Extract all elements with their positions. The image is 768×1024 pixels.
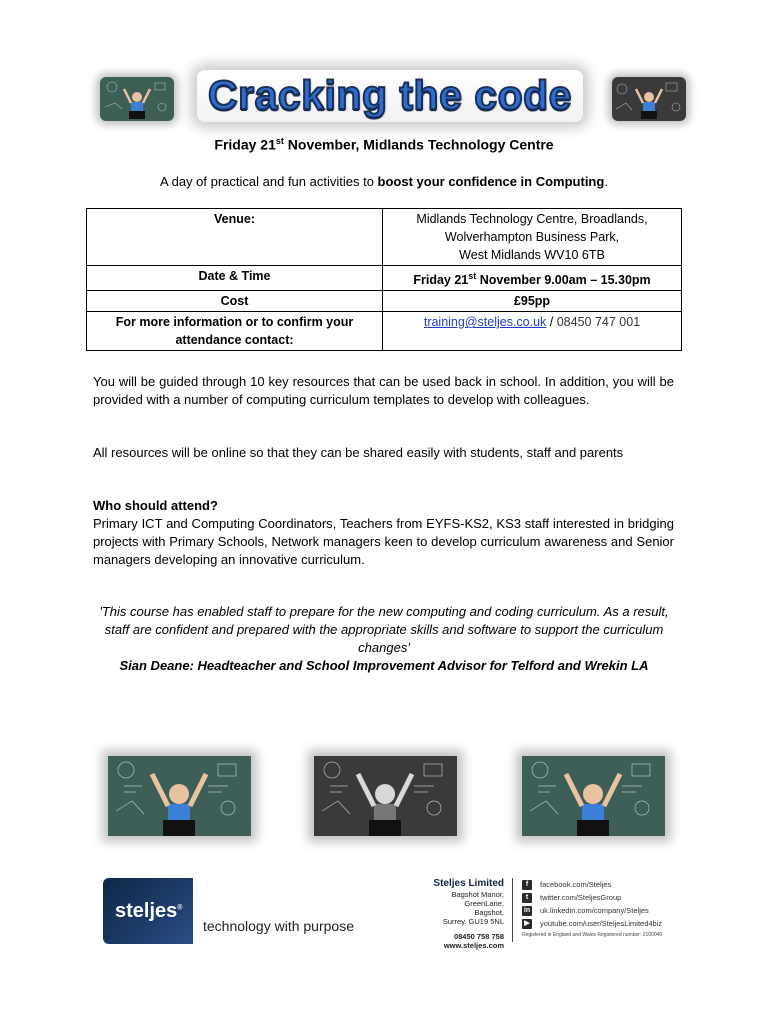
page-title: Cracking the code [208,72,572,118]
steljes-logo: steljes® [103,878,193,944]
social-row-twitter[interactable]: t twitter.com/SteljesGroup [522,891,662,904]
contact-phone: 08450 747 001 [556,315,641,330]
event-date-location: Friday 21st November, Midlands Technology Centre [214,136,554,153]
header-photo-right [612,77,686,121]
company-phone: 08450 758 758 [453,932,504,941]
venue-value: Midlands Technology Centre, Broadlands, Wolverhampton Business Park, West Midlands WV10 6TB [383,209,682,266]
company-website: www.steljes.com [443,941,504,950]
classroom-photo-3 [522,756,665,836]
intro-line: A day of practical and fun activities to boost your confidence in Computing. [160,174,608,189]
cost-value: £95pp [383,291,682,312]
table-row-venue [87,209,682,266]
event-details-table [86,208,682,351]
online-paragraph: All resources will be online so that they can be shared easily with students, staff and parents [93,445,624,460]
header-photo-left [100,77,174,121]
social-row-linkedin[interactable]: in uk.linkedin.com/company/Steljes [523,906,649,915]
venue-label: Venue: [87,209,383,266]
company-address: Steljes Limited Bagshot Manor, GreenLane, Bagshot, Surrey. GU19 5NL 08450 758 758 www.steljes.com [420,878,504,950]
social-row-youtube[interactable]: ▶ youtube.com/user/SteljesLimited4biz [522,917,662,930]
date-label: Date & Time [87,266,383,291]
registration-text: Registered in England and Wales Registered number: 2100040 [522,932,663,938]
testimonial-quote: 'This course has enabled staff to prepare for the new computing and coding curriculum. As a result, staff are confident and prepared with the appropriate skills and software to support the curriculum changes' [99,604,669,655]
tagline: technology with purpose [203,918,354,934]
testimonial-author: Sian Deane: Headteacher and School Improvement Advisor for Telford and Wrekin LA [119,658,649,673]
contact-value: training@steljes.co.uk / 08450 747 001 [383,312,682,351]
twitter-icon: t [522,893,532,903]
table-row-date [87,266,682,291]
youtube-icon: ▶ [522,919,532,929]
email-link[interactable]: training@steljes.co.uk [423,315,547,330]
title-banner [197,70,583,122]
social-row-facebook[interactable]: f facebook.com/Steljes [522,878,662,891]
table-row-cost [87,291,682,312]
resources-paragraph: You will be guided through 10 key resources that can be used back in school. In addition, you will be provided with a number of computing curriculum templates to develop with colleagues. [93,374,674,407]
cost-label: Cost [87,291,383,312]
facebook-icon: f [522,880,532,890]
classroom-photo-1 [108,756,251,836]
classroom-photo-2 [314,756,457,836]
date-value: Friday 21st November 9.00am – 15.30pm [383,266,682,291]
contact-label: For more information or to confirm your attendance contact: [87,312,383,351]
who-heading: Who should attend? [93,498,218,513]
table-row-contact [87,312,682,351]
social-links [522,878,662,938]
footer-divider [512,878,513,942]
who-paragraph: Primary ICT and Computing Coordinators, Teachers from EYFS-KS2, KS3 staff interested in bridging projects with Primary Schools, Network managers keen to develop curriculum awareness and Senior managers developing an innovative curriculum. [93,516,674,567]
linkedin-icon: in [523,906,531,914]
